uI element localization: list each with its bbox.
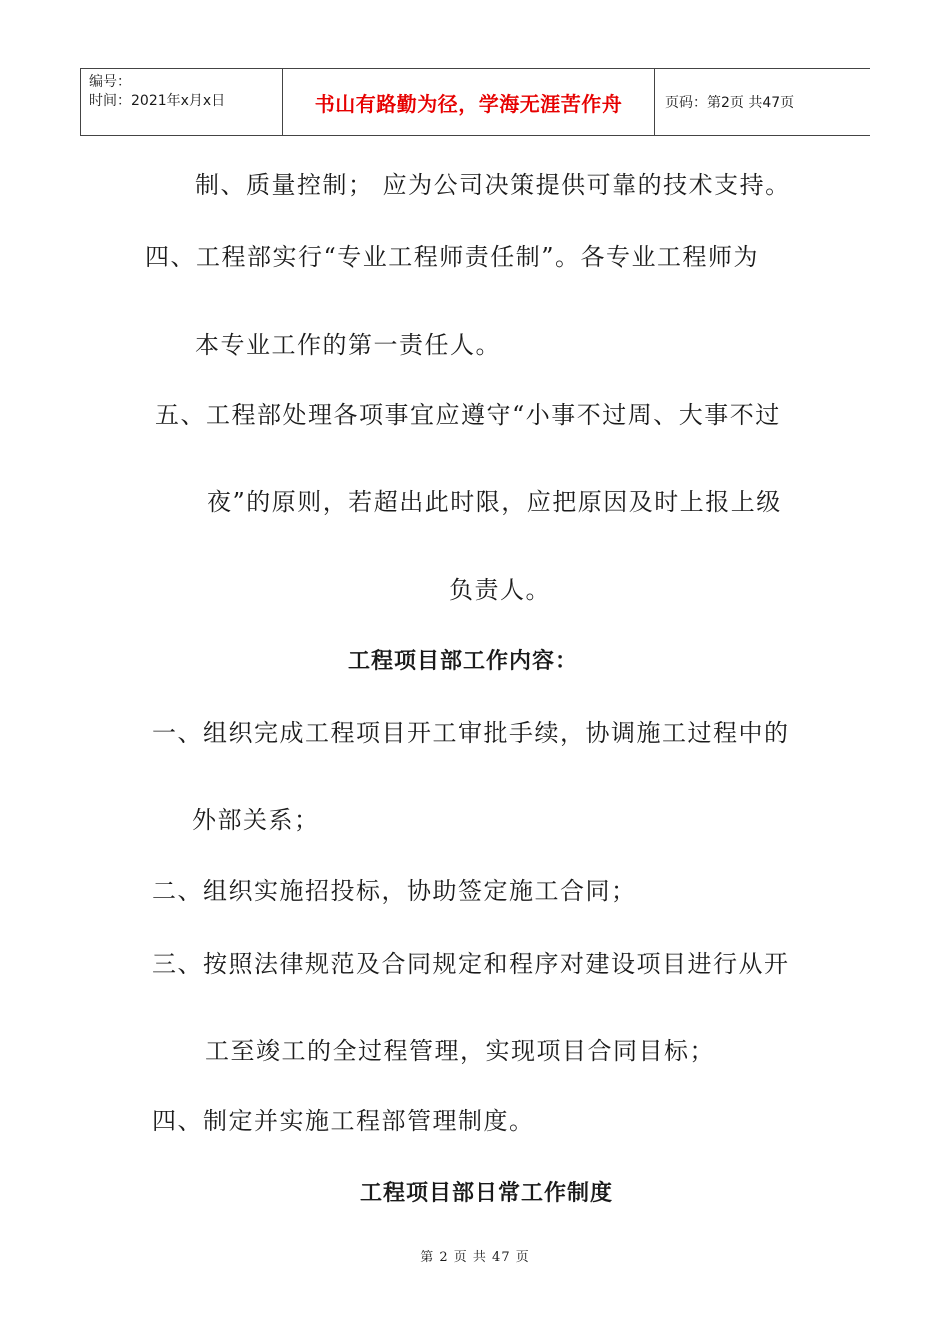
- document-time: 时间：2021年x月x日: [89, 93, 226, 109]
- list-item: 二、组织实施招投标，协助签定施工合同；: [152, 877, 637, 905]
- section-heading: 工程项目部日常工作制度: [360, 1181, 614, 1206]
- header-page-number: 页码：第2页 共47页: [665, 95, 795, 111]
- body-line: 四、工程部实行“专业工程师责任制”。各专业工程师为: [145, 243, 760, 271]
- body-line: 本专业工作的第一责任人。: [195, 331, 501, 359]
- body-line: 夜”的原则，若超出此时限，应把原因及时上报上级: [207, 488, 782, 516]
- footer-page-number: 第 2 页 共 47 页: [420, 1250, 530, 1265]
- list-item: 一、组织完成工程项目开工审批手续，协调施工过程中的: [152, 719, 790, 747]
- header-meta: [80, 69, 282, 135]
- list-item: 四、制定并实施工程部管理制度。: [152, 1107, 535, 1135]
- header-motto: 书山有路勤为径，学海无涯苦作舟: [314, 91, 623, 116]
- section-heading: 工程项目部工作内容：: [348, 649, 579, 674]
- document-number: 编号：: [89, 74, 131, 90]
- body-line: 制、质量控制； 应为公司决策提供可靠的技术支持。: [195, 171, 791, 199]
- header-page-cell: [655, 69, 870, 135]
- body-line: 负责人。: [449, 576, 551, 604]
- list-item: 工至竣工的全过程管理，实现项目合同目标；: [205, 1037, 715, 1065]
- list-item: 外部关系；: [192, 806, 320, 834]
- list-item: 三、按照法律规范及合同规定和程序对建设项目进行从开: [152, 950, 790, 978]
- header-motto-cell: [282, 69, 655, 135]
- page-footer: [0, 1246, 950, 1265]
- body-line: 五、工程部处理各项事宜应遵守“小事不过周、大事不过: [155, 401, 781, 429]
- document-header: [80, 68, 870, 136]
